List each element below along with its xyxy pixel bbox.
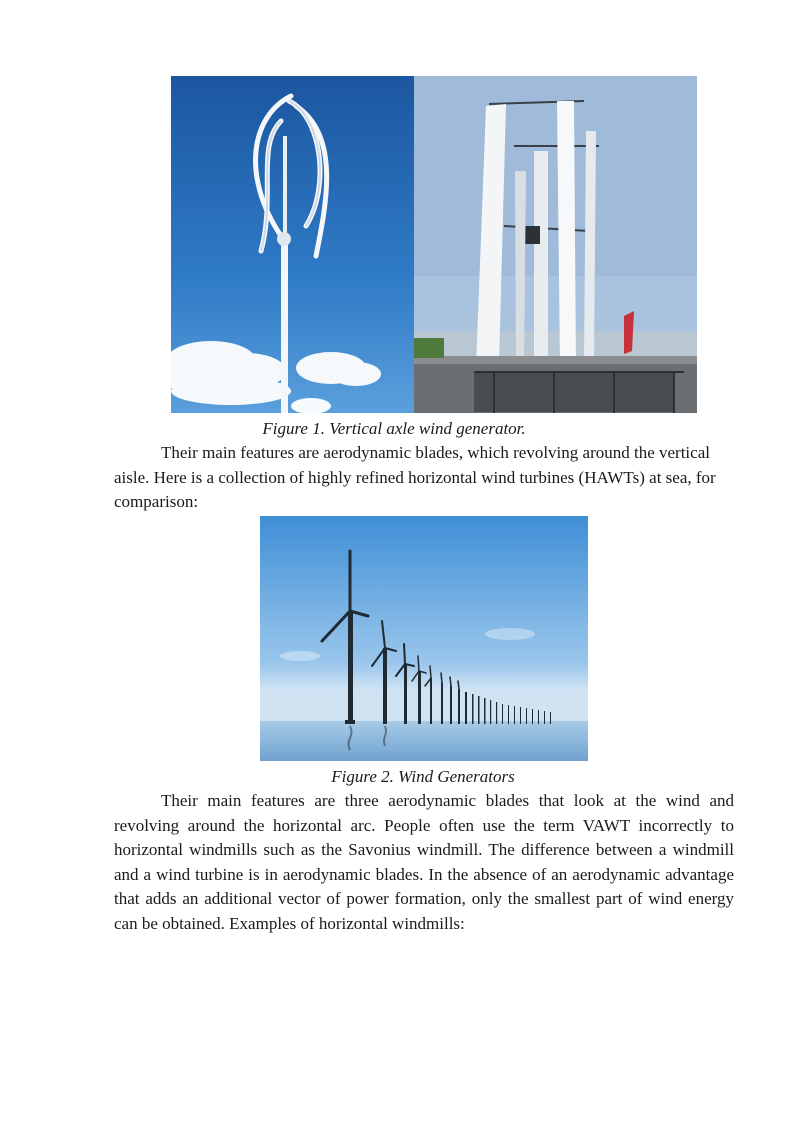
figure-2-caption: Figure 2. Wind Generators bbox=[331, 767, 515, 786]
straight-blade-vawt-photo bbox=[414, 76, 697, 413]
figure-1-caption: Figure 1. Vertical axle wind generator. bbox=[262, 419, 526, 438]
figure-1-image bbox=[171, 76, 697, 413]
figure-2-image bbox=[260, 516, 588, 761]
paragraph-1: Their main features are aerodynamic blades, which revolving around the vertical aisle. Here is a collection of highly refined horizontal wind turbines (HAWTs) at sea, for comparison: bbox=[114, 443, 716, 511]
paragraph-2: Their main features are three aerodynamic blades that look at the wind and revolving around the horizontal arc. People often use the term VAWT incorrectly to horizontal windmills such as the Savonius windmill. The difference between a windmill and a wind turbine is in aerodynamic blades. In the absence of an aerodynamic advantage that adds an additional vector of power formation, only the smallest part of wind energy can be obtained. Examples of horizontal windmills: bbox=[114, 791, 734, 933]
helical-vawt-photo bbox=[171, 76, 414, 413]
